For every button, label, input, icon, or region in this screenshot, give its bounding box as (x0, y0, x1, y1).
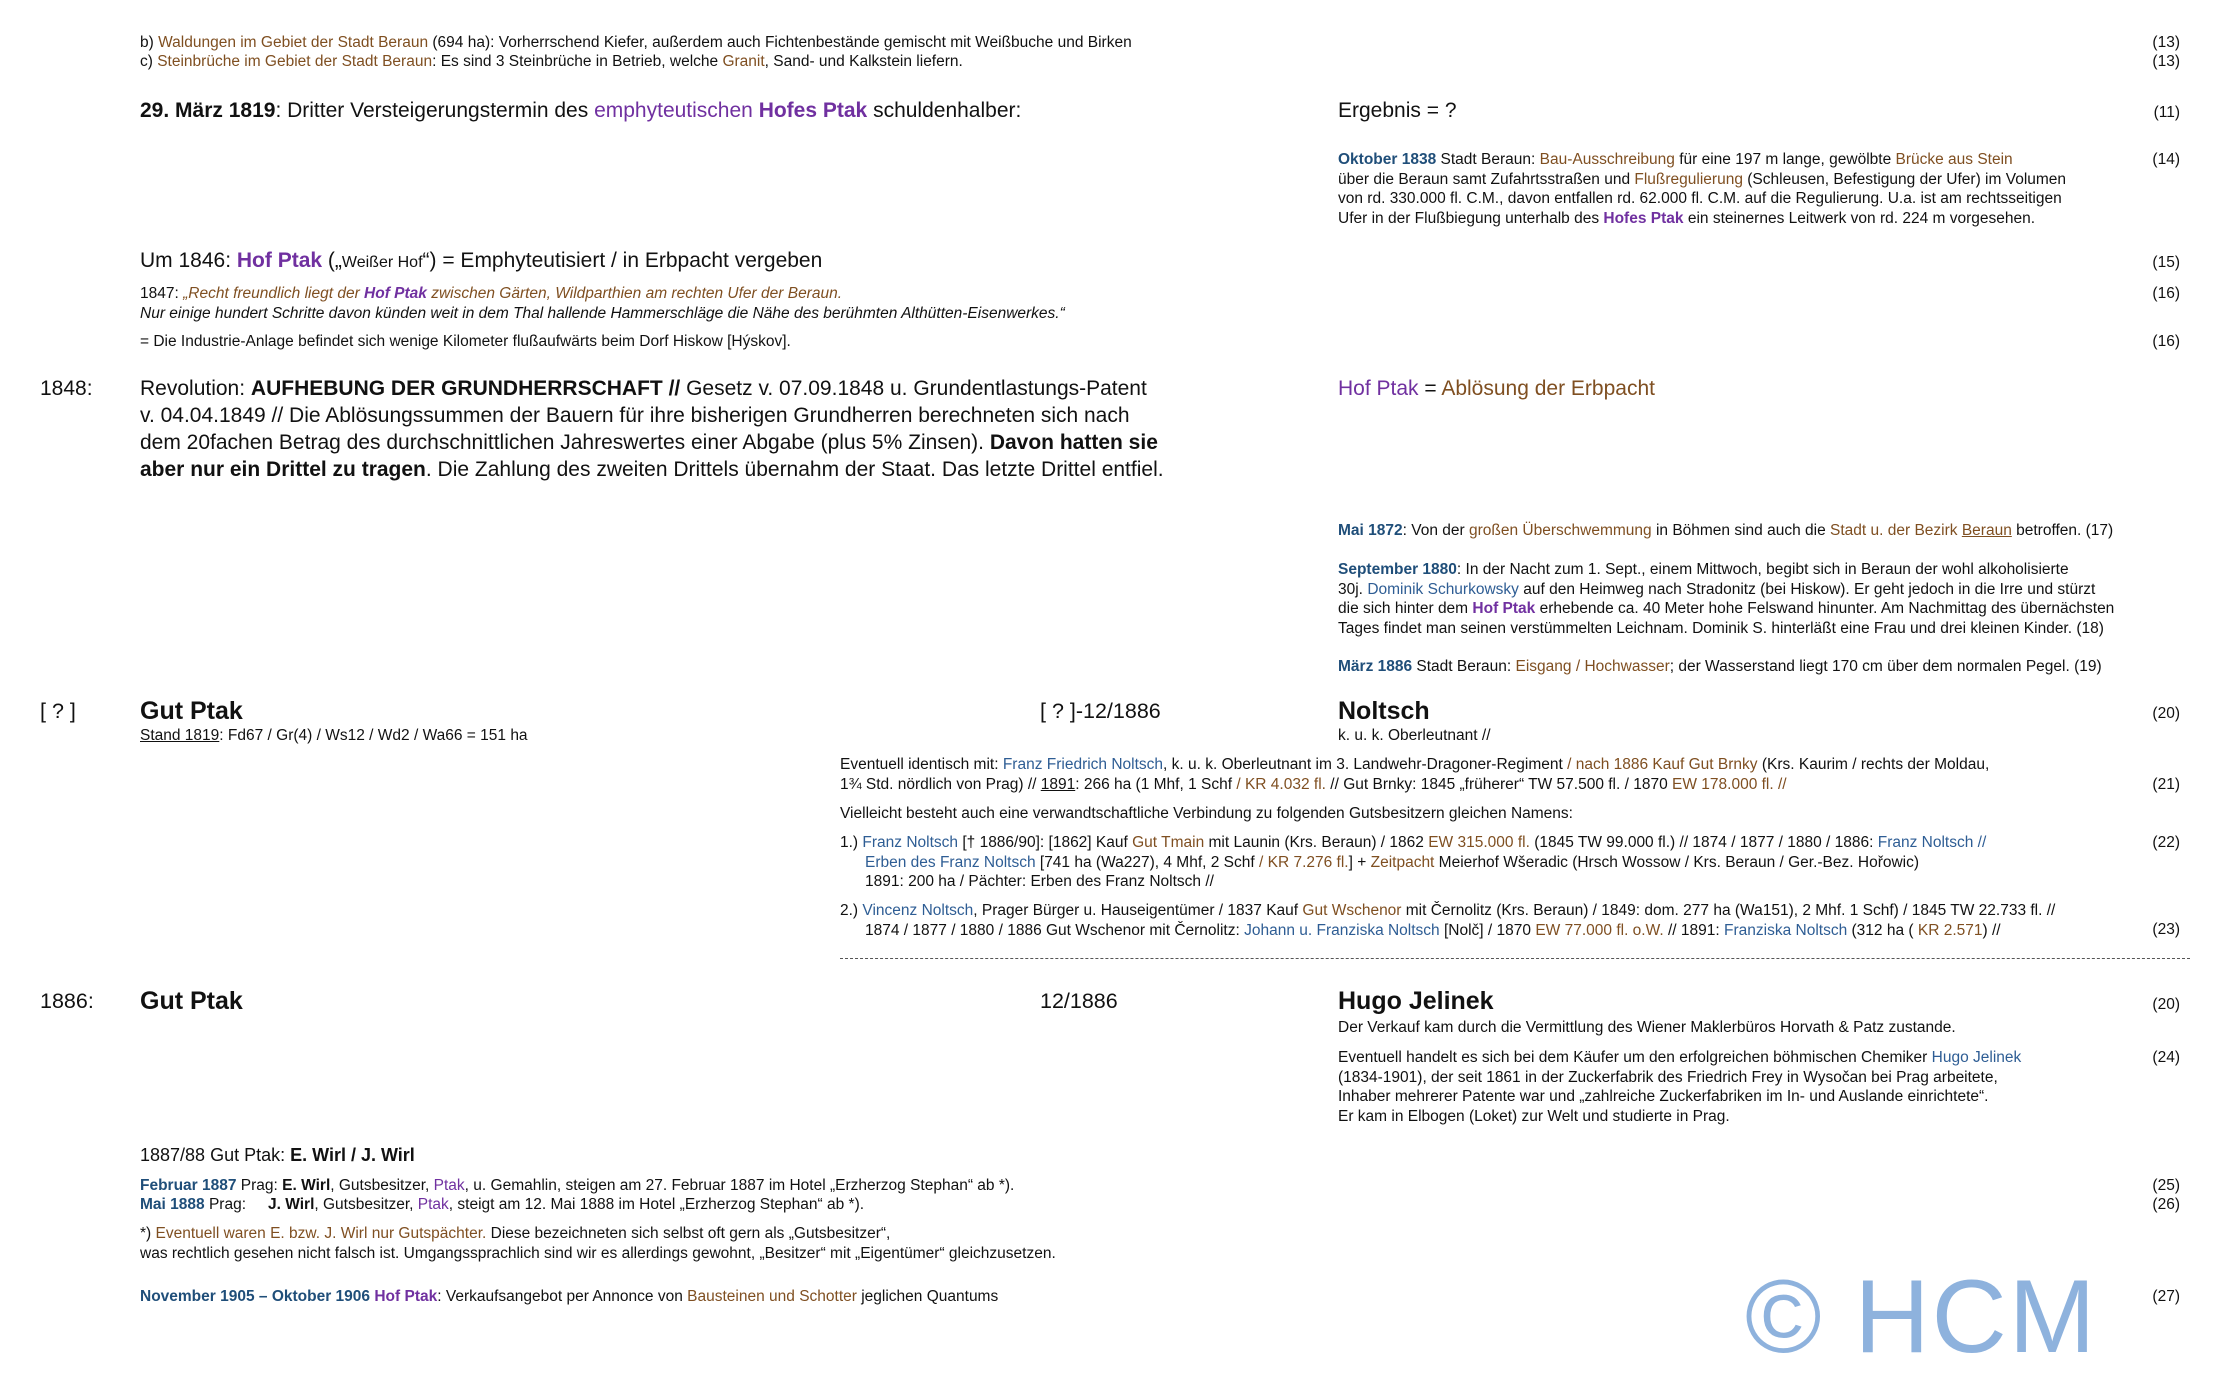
ref-26: (26) (2152, 1196, 2180, 1213)
gut2-title: Gut Ptak (140, 987, 243, 1015)
feb-1887: Februar 1887 Prag: E. Wirl, Gutsbesitzer, Ptak, u. Gemahlin, steigen am 27. Februar 1887 im Hotel „Erzherzog Stephan“ ab *). (140, 1177, 1015, 1194)
gutspaechter-note: *) Eventuell waren E. bzw. J. Wirl nur Gutspächter. Diese bezeichneten sich selbst oft gern als „Gutsbesitzer“, was rechtlich gesehen nicht falsch ist. Umgangssprachlich sind wir es allerdings gewohnt, „Besitzer“ mit „Eigentümer“ gleichzusetzen. (140, 1225, 1056, 1262)
nov-1905: November 1905 – Oktober 1906 Hof Ptak: Verkaufsangebot per Annonce von Bausteinen und Schotter jeglichen Quantums (140, 1288, 999, 1305)
gut1-year: [ ? ] (40, 699, 76, 723)
maerz-1886: März 1886 Stadt Beraun: Eisgang / Hochwasser; der Wasserstand liegt 170 cm über dem normalen Pegel. (19) (1338, 658, 2102, 675)
mai-1888: Mai 1888 Prag: J. Wirl, Gutsbesitzer, Ptak, steigt am 12. Mai 1888 im Hotel „Erzherzog Stephan“ ab *). (140, 1196, 865, 1213)
ref-13b: (13) (2152, 53, 2180, 70)
ref-20a: (20) (2152, 705, 2180, 722)
copyright-watermark: © HCM (1745, 1259, 2098, 1375)
gut1-date: [ ? ]-12/1886 (1040, 699, 1161, 723)
ergebnis: Ergebnis = ? (1338, 99, 1457, 122)
wirl-line: 1887/88 Gut Ptak: E. Wirl / J. Wirl (140, 1145, 415, 1165)
ref-15: (15) (2152, 254, 2180, 271)
gut1-stand: Stand 1819: Fd67 / Gr(4) / Ws12 / Wd2 / Wa66 = 151 ha (140, 727, 528, 744)
gut2-owner-sub: Der Verkauf kam durch die Vermittlung des Wiener Maklerbüros Horvath & Patz zustande. (1338, 1019, 1956, 1036)
gut1-owner: Noltsch (1338, 697, 1430, 725)
ref-16b: (16) (2152, 333, 2180, 350)
revolution-paragraph: Revolution: AUFHEBUNG DER GRUNDHERRSCHAFT // Gesetz v. 07.09.1848 u. Grundentlastungs-Patent v. 04.04.1849 // Die Ablösungssummen der Bauern für ihre bisherigen Grundherren berechneten sich nach dem 20fachen Betrag des durchschnittlichen Jahreswertes einer Abgabe (plus 5% Zinsen). Davon hatten sie aber nur ein Drittel zu tragen. Die Zahlung des zweiten Drittels übernahm der Staat. Das letzte Drittel entfiel. (140, 377, 1164, 481)
gut1-title: Gut Ptak (140, 697, 243, 725)
ref-20b: (20) (2152, 996, 2180, 1013)
verwandtschaft: Vielleicht besteht auch eine verwandtschaftliche Verbindung zu folgenden Gutsbesitzern gleichen Namens: (840, 805, 1573, 822)
line-waldungen: b) Waldungen im Gebiet der Stadt Beraun (694 ha): Vorherrschend Kiefer, außerdem auch Fichtenbestände gemischt mit Weißbuche und Birken (140, 34, 1132, 51)
mai-1872: Mai 1872: Von der großen Überschwemmung in Böhmen sind auch die Stadt u. der Bezirk Beraun betroffen. (17) (1338, 522, 2114, 539)
quote-1847: 1847: „Recht freundlich liegt der Hof Ptak zwischen Gärten, Wildparthien am rechten Ufer der Beraun. Nur einige hundert Schritte davon künden weit in dem Thal hallende Hammerschläge die Nähe des berühmten Althütten-Eisenwerkes.“ (140, 285, 1065, 322)
ref-23: (23) (2152, 921, 2180, 938)
um-1846: Um 1846: Hof Ptak („Weißer Hof“) = Emphyteutisiert / in Erbpacht vergeben (140, 249, 823, 272)
ref-24: (24) (2152, 1049, 2180, 1066)
line-steinbrueche: c) Steinbrüche im Gebiet der Stadt Beraun: Es sind 3 Steinbrüche in Betrieb, welche Granit, Sand- und Kalkstein liefern. (140, 53, 963, 70)
industrie-note: = Die Industrie-Anlage befindet sich wenige Kilometer flußaufwärts beim Dorf Hiskow [Hýskov]. (140, 333, 791, 350)
ref-11: (11) (2153, 104, 2180, 121)
ref-27: (27) (2152, 1288, 2180, 1305)
ref-16a: (16) (2152, 285, 2180, 302)
gut2-date: 12/1886 (1040, 989, 1118, 1013)
ref-22: (22) (2152, 834, 2180, 851)
ref-25: (25) (2152, 1177, 2180, 1194)
gut1-owner-sub: k. u. k. Oberleutnant // (1338, 727, 1491, 744)
gut2-owner: Hugo Jelinek (1338, 987, 1494, 1015)
bridge-paragraph: Oktober 1838 Stadt Beraun: Bau-Ausschreibung für eine 197 m lange, gewölbte Brücke aus Stein über die Beraun samt Zufahrtsstraßen und Flußregulierung (Schleusen, Befestigung der Ufer) im Volumen von rd. 330.000 fl. C.M., davon entfallen rd. 62.000 fl. C.M. auf die Regulierung. U.a. ist am rechtsseitigen Ufer in der Flußbiegung unterhalb des Hofes Ptak ein steinernes Leitwerk von rd. 224 m vorgesehen. (1338, 151, 2067, 227)
jelinek-paragraph: Eventuell handelt es sich bei dem Käufer um den erfolgreichen böhmischen Chemiker Hugo Jelinek (1834-1901), der seit 1861 in der Zuckerfabrik des Friedrich Frey in Wysočan bei Prag arbeitete, Inhaber mehrerer Patente war und „zahlreiche Zuckerfabriken im In- und Auslande einrichtete“. Er kam in Elbogen (Loket) zur Welt und studierte in Prag. (1338, 1049, 2022, 1125)
ref-14: (14) (2152, 151, 2180, 168)
ref-13a: (13) (2152, 34, 2180, 51)
franz-noltsch: 1.) Franz Noltsch [† 1886/90]: [1862] Kauf Gut Tmain mit Launin (Krs. Beraun) / 1862 EW 315.000 fl. (1845 TW 99.000 fl.) // 1874 / 1877 / 1880 / 1886: Franz Noltsch // Erben des Franz Noltsch [741 ha (Wa227), 4 Mhf, 2 Schf / KR 7.276 fl.] + Zeitpacht Meierhof Wšeradic (Hrsch Wossow / Krs. Beraun / Ger.-Bez. Hořowic) 1891: 200 ha / Pächter: Erben des Franz Noltsch // (840, 834, 1987, 890)
auction-line: 29. März 1819: Dritter Versteigerungstermin des emphyteutischen Hofes Ptak schuldenhalber: (140, 99, 1022, 122)
dashed-divider (840, 958, 2190, 959)
sep-1880: September 1880: In der Nacht zum 1. Sept., einem Mittwoch, begibt sich in Beraun der wohl alkoholisierte 30j. Dominik Schurkowsky auf den Heimweg nach Stradonitz (bei Hiskow). Er geht jedoch in die Irre und stürzt die sich hinter dem Hof Ptak erhebende ca. 40 Meter hohe Felswand hinunter. Am Nachmittag des übernächsten Tages findet man seinen verstümmelten Leichnam. Dominik S. hinterläßt eine Frau und drei kleinen Kinder. (18) (1338, 561, 2115, 637)
year-1848: 1848: (40, 377, 93, 400)
vincenz-noltsch: 2.) Vincenz Noltsch, Prager Bürger u. Hauseigentümer / 1837 Kauf Gut Wschenor mit Černolitz (Krs. Beraun) / 1849: dom. 277 ha (Wa151), 2 Mhf. 1 Schf) / 1845 TW 22.733 fl. // 1874 / 1877 / 1880 / 1886 Gut Wschenor mit Černolitz: Johann u. Franziska Noltsch [Nolč] / 1870 EW 77.000 fl. o.W. // 1891: Franziska Noltsch (312 ha ( KR 2.571) // (840, 902, 2056, 939)
eventuell-identisch: Eventuell identisch mit: Franz Friedrich Noltsch, k. u. k. Oberleutnant im 3. Landwehr-Dragoner-Regiment / nach 1886 Kauf Gut Brnky (Krs. Kaurim / rechts der Moldau, 1¾ Std. nördlich von Prag) // 1891: 266 ha (1 Mhf, 1 Schf / KR 4.032 fl. // Gut Brnky: 1845 „früherer“ TW 57.500 fl. / 1870 EW 178.000 fl. // (840, 756, 1990, 793)
gut2-year: 1886: (40, 989, 94, 1013)
ref-21: (21) (2152, 776, 2180, 793)
abloesung: Hof Ptak = Ablösung der Erbpacht (1338, 377, 1655, 400)
